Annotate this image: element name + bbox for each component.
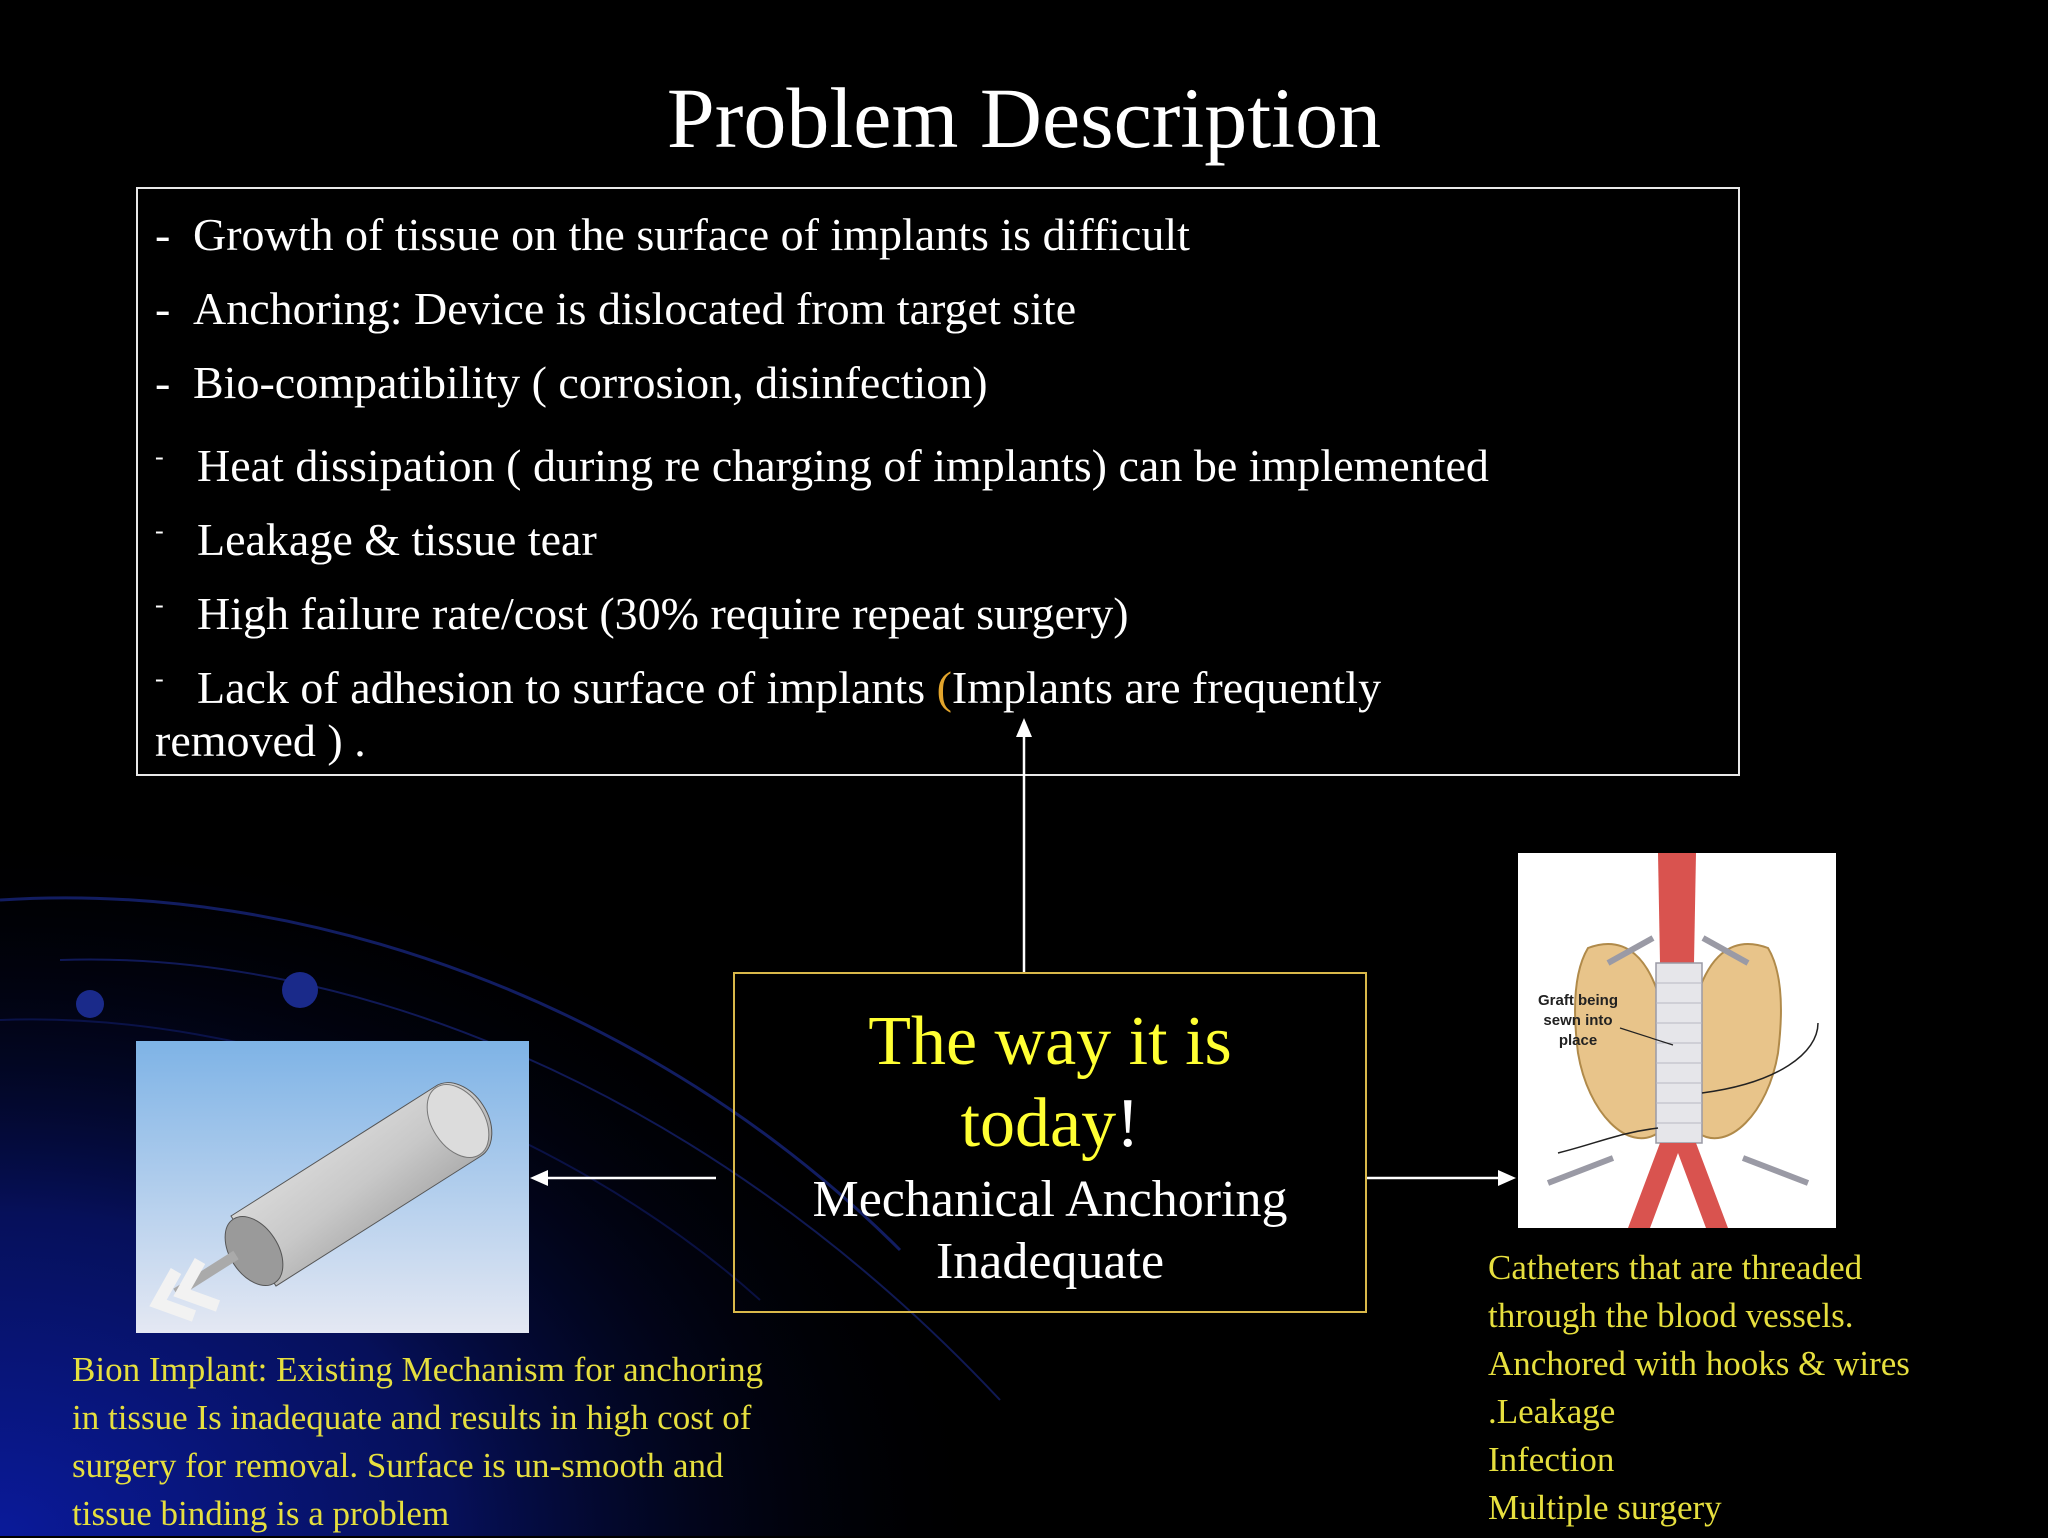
bullet-text: Anchoring: Device is dislocated from target site — [193, 283, 1077, 334]
caption-line: Catheters that are threaded — [1488, 1248, 1863, 1287]
bullet-continuation: removed ) . — [155, 715, 366, 766]
accent-paren: ( — [936, 662, 952, 713]
bion-implant-image — [136, 1041, 529, 1333]
headline-bang: ! — [1116, 1085, 1140, 1162]
bullet-text: Leakage & tissue tear — [197, 514, 597, 565]
headline-line-2 — [735, 1083, 1365, 1165]
arrow-up-head — [1016, 718, 1032, 737]
bullet-text: Heat dissipation ( during re charging of implants) can be implemented — [197, 440, 1489, 491]
bullet-dash: - — [155, 590, 164, 619]
subtitle-line-2: Inadequate — [935, 1233, 1165, 1290]
bullet-text: Lack of adhesion to surface of implants — [197, 662, 937, 713]
caption-line: Multiple surgery — [1488, 1488, 1722, 1527]
center-headline — [735, 1001, 1365, 1165]
bullet-dash: - — [155, 664, 164, 693]
caption-line: through the blood vessels. — [1488, 1296, 1854, 1335]
center-subtitle — [735, 1169, 1365, 1293]
bullet-text: Bio-compatibility ( corrosion, disinfection) — [193, 357, 988, 408]
caption-line: surgery for removal. Surface is un-smooth and — [72, 1446, 724, 1485]
catheter-caption — [1488, 1244, 1910, 1532]
bullet-text: Growth of tissue on the surface of implants is difficult — [193, 209, 1190, 260]
bullet-dash: - — [155, 442, 164, 471]
arrow-right-head — [1498, 1170, 1516, 1186]
headline-word: today — [960, 1085, 1117, 1162]
bullet-dash: - — [155, 283, 171, 334]
bullet-dash: - — [155, 357, 171, 408]
slide-title: Problem Description — [666, 70, 1382, 166]
caption-line: .Leakage — [1488, 1392, 1616, 1431]
bullet-text: High failure rate/cost (30% require repeat surgery) — [197, 588, 1129, 639]
caption-line: in tissue Is inadequate and results in high cost of — [72, 1398, 752, 1437]
caption-line: Infection — [1488, 1440, 1615, 1479]
caption-line: tissue binding is a problem — [72, 1494, 450, 1533]
arrow-left-head — [530, 1170, 548, 1186]
caption-line: Anchored with hooks & wires — [1488, 1344, 1910, 1383]
center-statement-box — [733, 972, 1367, 1313]
graft-surgery-image — [1518, 853, 1836, 1228]
bullet-dash: - — [155, 516, 164, 545]
caption-line: Bion Implant: Existing Mechanism for anchoring — [72, 1350, 764, 1389]
subtitle-line-1: Mechanical Anchoring — [812, 1171, 1288, 1228]
bullet-text-continued: Implants are frequently — [951, 662, 1382, 713]
graft-label-line-2: sewn into — [1543, 1012, 1613, 1029]
headline-line-1: The way it is — [868, 1003, 1232, 1080]
graft-label-line-3: place — [1558, 1032, 1598, 1049]
bion-caption — [72, 1346, 763, 1538]
bullet-dash: - — [155, 209, 171, 260]
graft-label-line-1: Graft being — [1537, 992, 1619, 1009]
